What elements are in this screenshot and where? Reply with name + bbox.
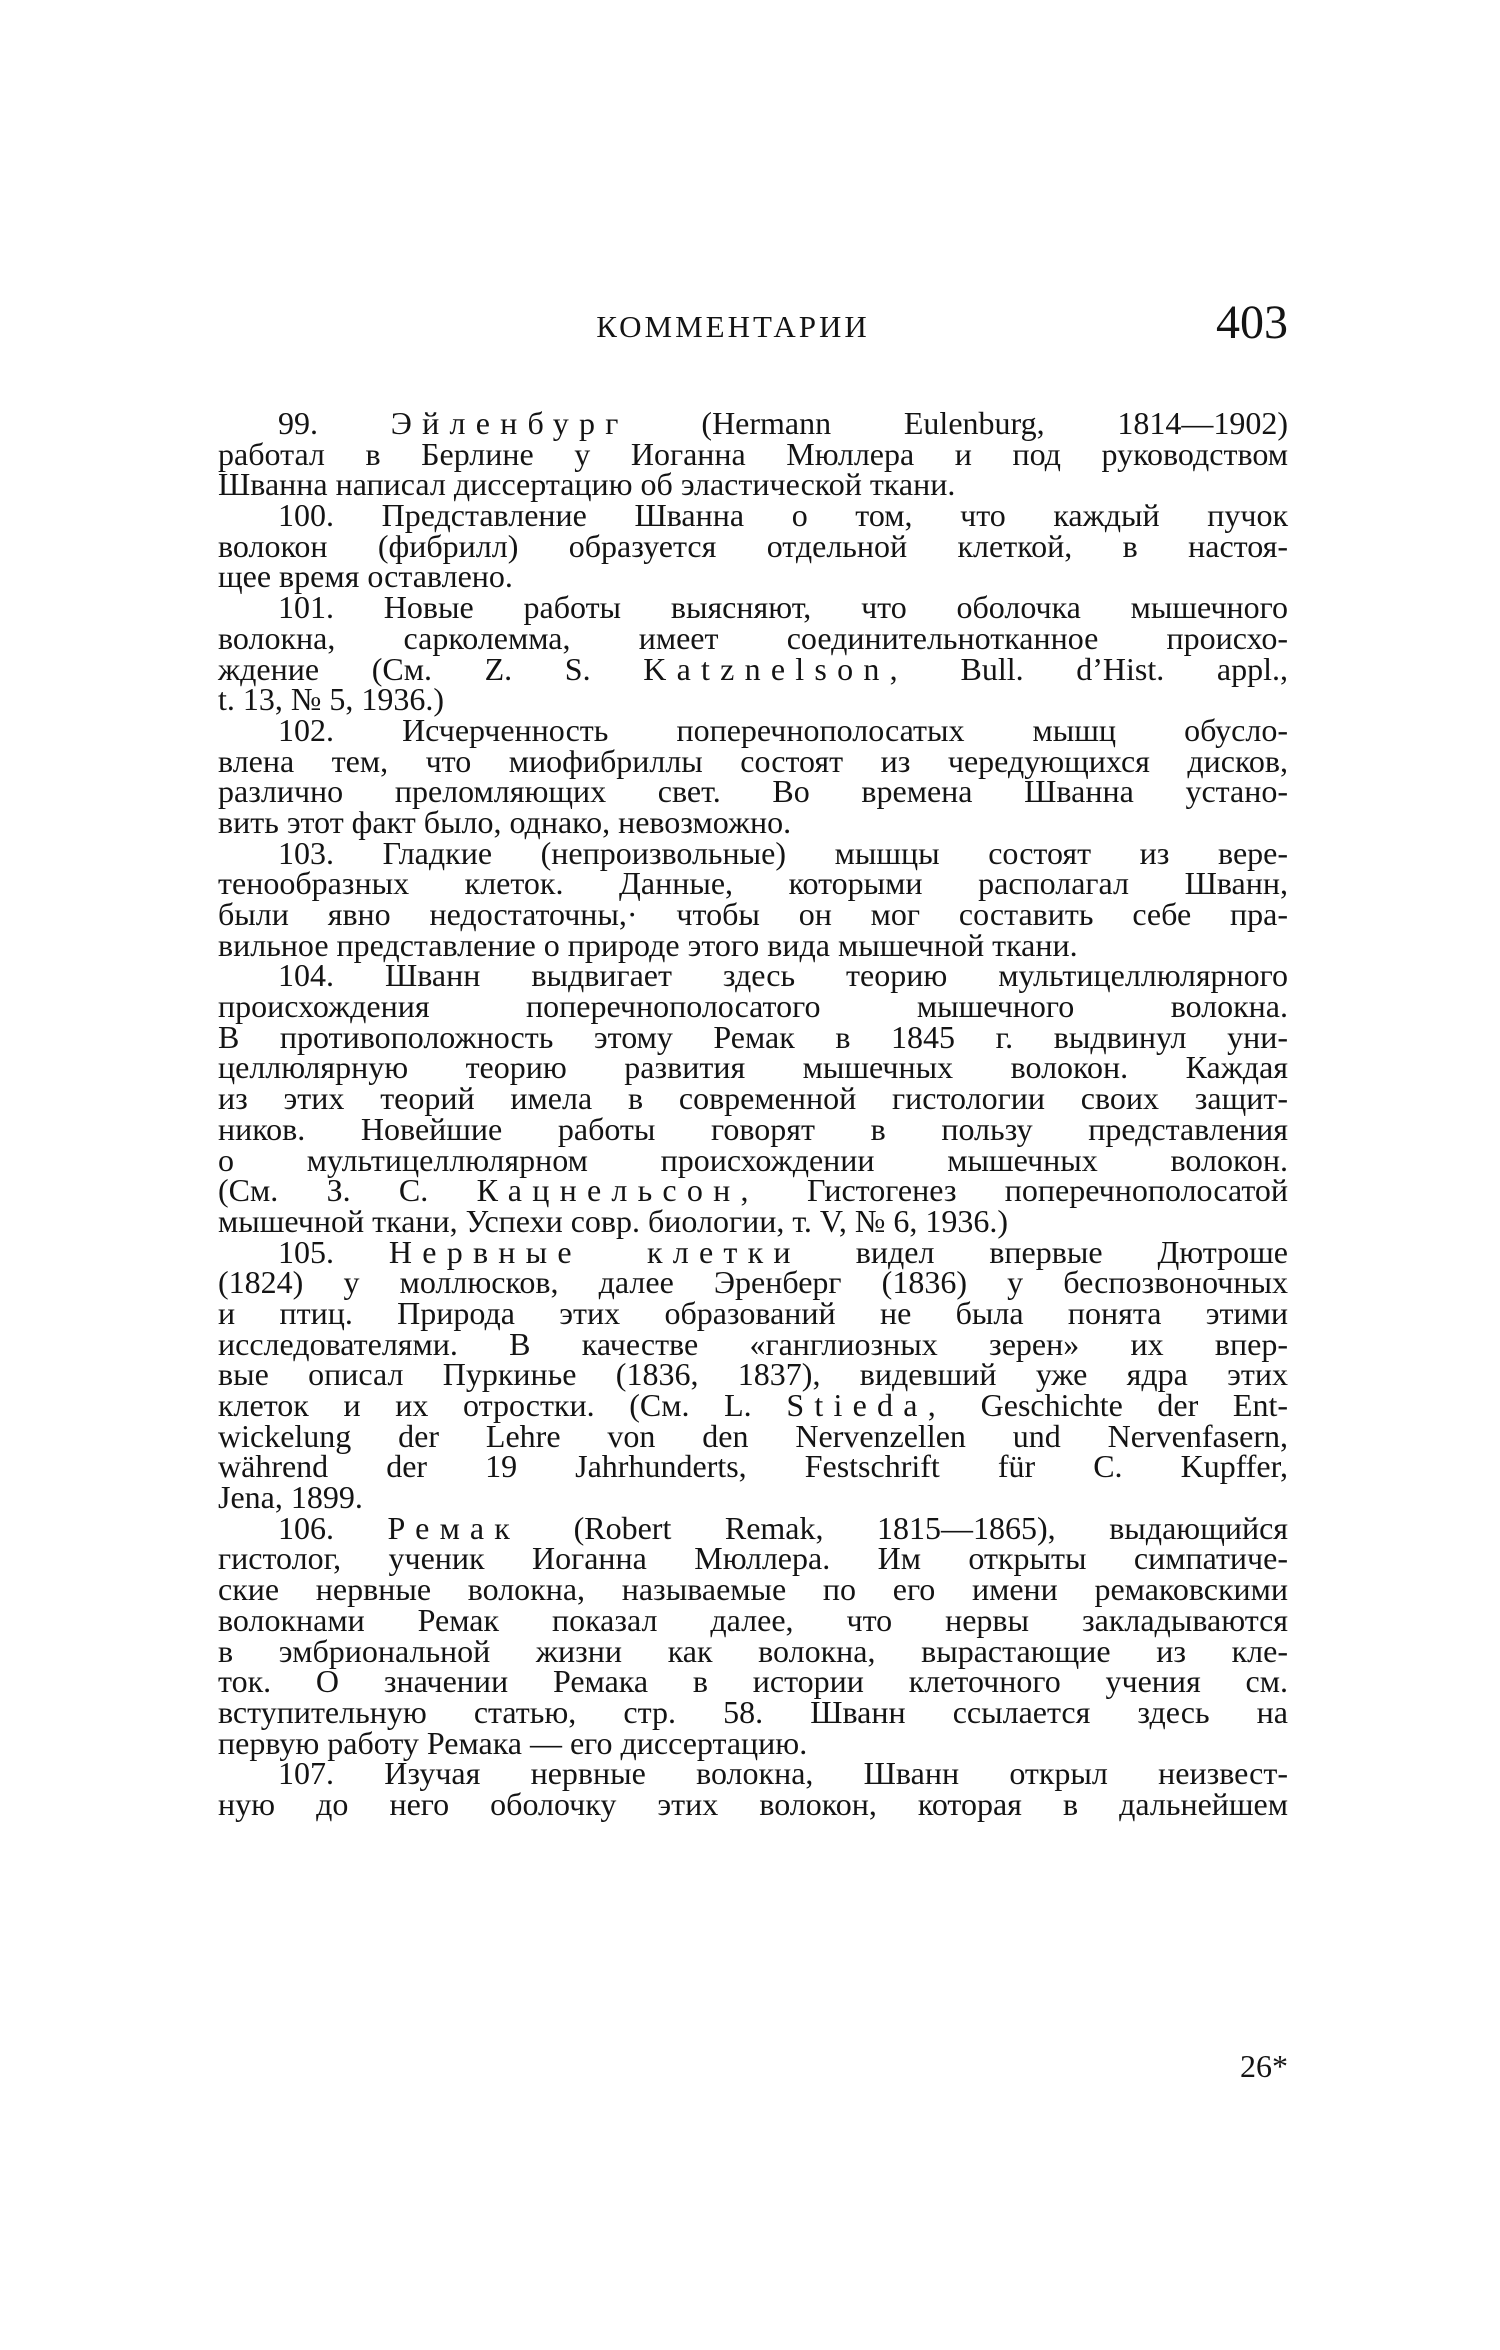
text-line: волокнами Ремак показал далее, что нервы закладываются	[218, 1601, 1288, 1638]
text-fragment: Bull. d’Hist. appl.,	[960, 650, 1289, 687]
text-line	[218, 650, 1289, 687]
text-line: целлюлярную теорию развития мышечных волокон. Каждая	[218, 1049, 1288, 1086]
text-line: из этих теорий имела в современной гистологии своих защит-	[218, 1080, 1288, 1117]
text-fragment: Гистогенез поперечнополосатой	[807, 1172, 1289, 1209]
note-102-line: 102. Исчерченность поперечнополосатых мышц обусло-	[278, 711, 1288, 748]
text-line: (1824) у моллюсков, далее Эренберг (1836) у беспозвоночных	[218, 1264, 1288, 1301]
signature-mark: 26*	[1240, 2048, 1288, 2084]
text-line: гистолог, ученик Иоганна Мюллера. Им открыты симпатиче-	[218, 1540, 1288, 1577]
text-line: о мультицеллюлярном происхождении мышечных волокон.	[218, 1141, 1288, 1178]
spaced-name: Кацнельсон,	[476, 1172, 759, 1209]
text-line: вые описал Пуркинье (1836, 1837), видевший уже ядра этих	[218, 1356, 1288, 1393]
note-number: 106.	[278, 1509, 334, 1546]
text-fragment: ждение (См. Z. S.	[218, 650, 591, 687]
text-line: работал в Берлине у Иоганна Мюллера и под руководством	[218, 435, 1288, 472]
text-line: различно преломляющих свет. Во времена Шванна устано-	[218, 773, 1288, 810]
text-line: вить этот факт было, однако, невозможно.	[218, 803, 792, 840]
spaced-name: Stieda,	[786, 1387, 946, 1423]
text-line: Jena, 1899.	[218, 1479, 363, 1516]
text-line: ток. О значении Ремака в истории клеточного учения см.	[218, 1663, 1288, 1700]
running-head: КОММЕНТАРИИ	[596, 309, 870, 344]
spaced-term: Нервные клетки	[388, 1233, 801, 1270]
text-line: ников. Новейшие работы говорят в пользу представления	[218, 1110, 1288, 1147]
text-line: и птиц. Природа этих образований не была понята этими	[218, 1294, 1288, 1331]
text-fragment: видел впервые Дютроше	[855, 1233, 1288, 1270]
note-105-line	[218, 1233, 1288, 1270]
text-line: während der 19 Jahrhunderts, Festschrift für C. Kupffer,	[218, 1448, 1288, 1485]
text-line: мышечной ткани, Успехи совр. биологии, т. V, № 6, 1936.)	[218, 1202, 1009, 1239]
text-line: В противоположность этому Ремак в 1845 г. выдвинул уни-	[218, 1018, 1288, 1055]
note-number: 99.	[278, 405, 318, 441]
note-number: 105.	[278, 1233, 334, 1270]
commentary-text	[218, 405, 1289, 1822]
page-header	[218, 295, 1288, 365]
text-fragment: (Hermann Eulenburg, 1814—1902)	[701, 405, 1288, 441]
text-line: происхождения поперечнополосатого мышечного волокна.	[218, 988, 1288, 1025]
text-line: были явно недостаточны,· чтобы он мог составить себе пра-	[218, 896, 1288, 932]
text-line: Шванна написал диссертацию об эластической ткани.	[218, 466, 956, 503]
text-line: волокон (фибрилл) образуется отдельной клеткой, в настоя-	[218, 527, 1288, 564]
page-number: 403	[1216, 296, 1288, 349]
text-line: волокна, сарколемма, имеет соединительнотканное происхо-	[218, 619, 1288, 656]
text-fragment: клеток и их отростки. (См. L.	[218, 1387, 752, 1423]
spaced-name: Эйленбург	[390, 405, 629, 441]
note-100-line: 100. Представление Шванна о том, что каждый пучок	[278, 497, 1288, 534]
note-106-line	[218, 1509, 1288, 1546]
text-fragment: Geschichte der Ent-	[980, 1387, 1289, 1423]
text-line: ские нервные волокна, называемые по его имени ремаковскими	[218, 1571, 1288, 1608]
text-fragment: (Robert Remak, 1815—1865), выдающийся	[573, 1509, 1288, 1546]
text-line	[218, 1387, 1289, 1423]
note-99-line	[218, 405, 1288, 441]
text-line: ную до него оболочку этих волокон, которая в дальнейшем	[218, 1785, 1288, 1822]
note-101-line: 101. Новые работы выясняют, что оболочка мышечного	[278, 589, 1288, 626]
text-line	[218, 1172, 1289, 1209]
text-line: щее время оставлено.	[218, 558, 513, 595]
text-line: тенообразных клеток. Данные, которыми располагал Шванн,	[218, 865, 1288, 902]
text-fragment: (См. З. С.	[218, 1172, 429, 1209]
text-line: в эмбриональной жизни как волокна, вырастающие из кле-	[218, 1632, 1288, 1669]
text-line: вильное представление о природе этого вида мышечной ткани.	[218, 926, 1078, 963]
note-104-line: 104. Шванн выдвигает здесь теорию мультицеллюлярного	[278, 957, 1288, 994]
text-line: исследователями. В качестве «ганглиозных зерен» их впер-	[218, 1325, 1288, 1362]
text-line: влена тем, что миофибриллы состоят из чередующихся дисков,	[218, 742, 1288, 779]
text-line: первую работу Ремака — его диссертацию.	[218, 1724, 808, 1761]
text-line: t. 13, № 5, 1936.)	[218, 681, 445, 718]
spaced-name: Ремак	[387, 1509, 521, 1546]
spaced-name: Katznelson,	[643, 650, 908, 687]
text-line: wickelung der Lehre von den Nervenzellen und Nervenfasern,	[218, 1417, 1288, 1454]
note-107-line: 107. Изучая нервные волокна, Шванн открыл неизвест-	[278, 1755, 1288, 1792]
text-line: вступительную статью, стр. 58. Шванн ссылается здесь на	[218, 1693, 1288, 1730]
note-103-line: 103. Гладкие (непроизвольные) мышцы состоят из вере-	[278, 834, 1288, 871]
